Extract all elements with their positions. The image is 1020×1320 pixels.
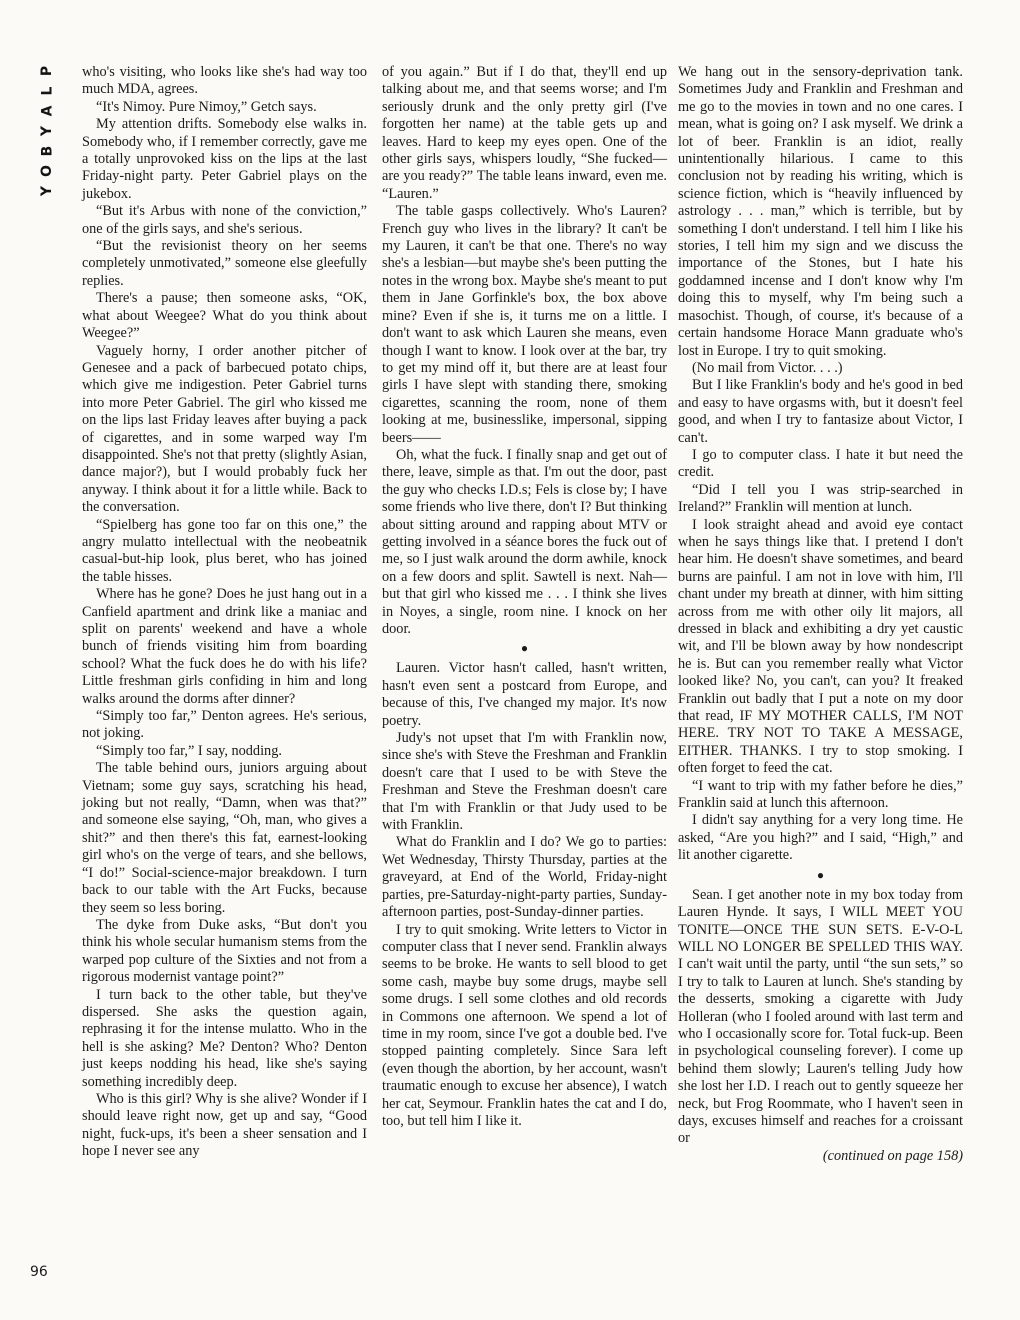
- paragraph: The table behind ours, juniors arguing about Vietnam; some guy says, scratching his head, joking but not really, “Damn, when was that?” and someone else saying, “Oh, man, who gives a shit?” and then there's this fat, earnest-looking girl who's on the verge of tears, and she bellows, “I do!” Social-science-major breakdown. I turn back to our table with the Art Fucks, because they seem so less boring.: [82, 760, 367, 916]
- paragraph: But I like Franklin's body and he's good in bed and easy to have orgasms with, but it doesn't feel good, and when I try to fantasize about Victor, I can't.: [678, 377, 963, 446]
- paragraph: “Spielberg has gone too far on this one,” the angry mulatto intellectual with the neobeatnik casual-but-hip look, plus beret, who has joined the table hisses.: [82, 516, 367, 585]
- paragraph: Oh, what the fuck. I finally snap and get out of there, leave, simple as that. I'm out the door, past the guy who checks I.D.s; Fels is close by; I have some friends who live there, don't I? But thinking about sitting around and rapping about MTV or getting involved in a séance bores the fuck out of me, so I just walk around the dorm awhile, knock on a few doors and split. Sawtell is next. Nah—but that girl who kissed me . . . I think she lives in Noyes, a single, room nine. I knock on her door.: [382, 446, 667, 637]
- paragraph: There's a pause; then someone asks, “OK, what about Weegee? What do you think about Weegee?”: [82, 290, 367, 342]
- paragraph: Sean. I get another note in my box today from Lauren Hynde. It says, I WILL MEET YOU TONITE—ONCE THE SUN SETS. E-V-O-L WILL NO LONGER BE SPELLED THIS WAY. I can't wait until the party, until “the sun sets,” so I try to talk to Lauren at lunch. She's standing by the desserts, smoking a cigarette with Judy Holleran (who I fooled around with last term and who I occasionally score for. Total fuck-up. Been in psychological counseling forever). I come up behind them slowly; Lauren's telling Judy how she lost her I.D. I reach out to gently squeeze her neck, but Frog Roommate, who I haven't seen in days, excuses himself and reaches for a croissant or: [678, 886, 963, 1147]
- paragraph: I try to quit smoking. Write letters to Victor in computer class that I never send. Franklin always seems to be broke. He wants to sell blood to get some cash, maybe buy some drugs, maybe sell some drugs. I sell some clothes and old records in Commons one afternoon. We spend a lot of time in my room, since I've got a double bed. I've stopped painting completely. Since Sara left (even though the abortion, by her account, wasn't traumatic enough to excuse her absence), I watch her cat, Seymour. Franklin hates the cat and I do, too, but tell him I like it.: [382, 921, 667, 1129]
- section-break-bullet: ●: [816, 867, 825, 882]
- paragraph: I didn't say anything for a very long time. He asked, “Are you high?” and I said, “High,” and lit another cigarette.: [678, 812, 963, 864]
- page-number: 96: [30, 1264, 48, 1280]
- masthead-letter: P: [38, 65, 55, 77]
- paragraph: “But it's Arbus with none of the conviction,” one of the girls says, and she's serious.: [82, 203, 367, 237]
- paragraph: “Did I tell you I was strip-searched in Ireland?” Franklin will mention at lunch.: [678, 481, 963, 516]
- paragraph: who's visiting, who looks like she's had way too much MDA, agrees.: [82, 64, 367, 98]
- masthead-letter: A: [39, 105, 55, 117]
- paragraph: Lauren. Victor hasn't called, hasn't written, hasn't even sent a postcard from Europe, and because of this, I've changed my major. It's now poetry.: [382, 660, 667, 729]
- paragraph: Vaguely horny, I order another pitcher of Genesee and a pack of barbecued potato chips, which give me indigestion. Peter Gabriel turns into more Peter Gabriel. The girl who kissed me on the lips last Friday leaves after buying a pack of cigarettes, and in some warped way I'm disappointed. She's not that pretty (slightly Asian, dance major?), but I would probably fuck her anyway. I think about it for a little while. Back to the conversation.: [82, 342, 367, 516]
- paragraph: I turn back to the other table, but they've dispersed. She asks the question again, rephrasing it for the intense mulatto. Who in the hell is she asking? Me? Denton? Who? Denton just keeps nodding his head, like she's saying something incredibly deep.: [82, 986, 367, 1090]
- paragraph: “I want to trip with my father before he dies,” Franklin said at lunch this afternoon.: [678, 777, 963, 812]
- paragraph: “It's Nimoy. Pure Nimoy,” Getch says.: [96, 98, 317, 115]
- masthead-letter: O: [39, 165, 55, 177]
- text-column-2: [382, 64, 667, 1130]
- paragraph: My attention drifts. Somebody else walks in. Somebody who, if I remember correctly, gave me a totally unprovoked kiss on the lips at the last Friday-night party. Peter Gabriel plays on the jukebox.: [82, 116, 367, 202]
- text-column-1: [82, 64, 367, 1161]
- paragraph: The dyke from Duke asks, “But don't you think his whole secular humanism stems from the warped pop culture of the Sixties and not from a rigorous modernist vantage point?”: [82, 916, 367, 986]
- masthead-letter: B: [38, 145, 55, 157]
- continued-note: (continued on page 158): [822, 1147, 963, 1164]
- paragraph: “But the revisionist theory on her seems completely unmotivated,” someone else gleefully replies.: [82, 238, 367, 289]
- paragraph: I go to computer class. I hate it but need the credit.: [678, 446, 963, 481]
- paragraph: Judy's not upset that I'm with Franklin now, since she's with Steve the Freshman and Franklin doesn't care that I used to be with Steve the Freshman and Steve the Freshman doesn't care that I'm with Franklin or that Judy used to be with Franklin.: [382, 730, 667, 834]
- paragraph: We hang out in the sensory-deprivation tank. Sometimes Judy and Franklin and Freshman and me go to the movies in town and no one cares. I mean, what is going on? I ask myself. We drink a lot of beer. Franklin is an idiot, really unintentionally hilarious. I came to this conclusion not by reading his writing, which is science fiction, which is “heavily influenced by astrology . . . man,” which is terrible, but by something I don't understand. I tell him I like his stories, I tell him my sign and we discuss the importance of the Stones, but I hate his goddamned incense and I don't know why I'm doing this to myself, why I'm being such a masochist. Though, of course, it's because of a certain handsome Horace Mann graduate who's lost in Europe. I try to quit smoking.: [678, 64, 963, 359]
- masthead-letter: L: [38, 86, 55, 96]
- paragraph: I look straight ahead and avoid eye contact when he says things like that. I pretend I don't hear him. He doesn't shave sometimes, and beard burns are painful. I am not in love with him, I'll chant under my breath at dinner, with him sitting across from me with other oily lit majors, all dressed in black and exhibiting a dry yet caustic wit, and I'll be blown away by how nondescript he is. But can you remember really what Victor looked like? No, you can't, can you? It freaked Franklin out badly that I put a note on my door that read, IF MY MOTHER CALLS, I'M NOT HERE. TRY NOT TO TAKE A MESSAGE, EITHER. THANKS. I try to stop smoking. I often forget to feed the cat.: [678, 516, 963, 777]
- paragraph: What do Franklin and I do? We go to parties: Wet Wednesday, Thirsty Thursday, parties at the graveyard, at End of the World, Friday-night parties, pre-Saturday-night-party parties, Sunday-afternoon parties, post-Sunday-dinner parties.: [382, 834, 667, 921]
- text-column-3: [678, 64, 963, 1165]
- masthead-letter: Y: [38, 185, 55, 197]
- paragraph: “Simply too far,” Denton agrees. He's serious, not joking.: [82, 708, 367, 742]
- paragraph: Where has he gone? Does he just hang out in a Canfield apartment and drink like a maniac and split on parents' weekend and have a whole bunch of friends visiting him from boarding school? What the fuck does he do with his life? Little freshman girls confiding in him and long walks around the dorms after dinner?: [82, 586, 367, 707]
- paragraph: “Simply too far,” I say, nodding.: [96, 742, 282, 759]
- paragraph: of you again.” But if I do that, they'll end up talking about me, and that seems worse; and I'm seriously drunk and the only pretty girl (I've forgotten her name) at the table gets up and leaves. Hard to keep my eyes open. One of the other girls says, whispers loudly, “She fucked—are you ready?” The table leans inward, even me. “Lauren.”: [382, 64, 667, 202]
- section-break-bullet: ●: [520, 641, 529, 656]
- magazine-masthead: [36, 64, 58, 198]
- paragraph: Who is this girl? Why is she alive? Wonder if I should leave right now, get up and say, “Good night, fuck-ups, it's been a sheer sensation and I hope I never see any: [82, 1090, 367, 1160]
- paragraph: (No mail from Victor. . . .): [692, 359, 843, 376]
- masthead-letter: Y: [38, 125, 55, 137]
- paragraph: The table gasps collectively. Who's Lauren? French guy who lives in the library? It can't be my Lauren, it can't be that one. There's no way she's a lesbian—but maybe she's been putting the notes in the wrong box. Maybe she's meant to put them in Jane Gorfinkle's box, the box above mine? Even if she is, it turns me on a little. I don't want to ask which Lauren she means, even though I want to know. I look over at the bar, try to get my mind off it, but there are at least four girls I have slept with standing there, smoking cigarettes, scanning the room, none of them looking at me, businesslike, impersonal, sipping beers——: [382, 203, 667, 446]
